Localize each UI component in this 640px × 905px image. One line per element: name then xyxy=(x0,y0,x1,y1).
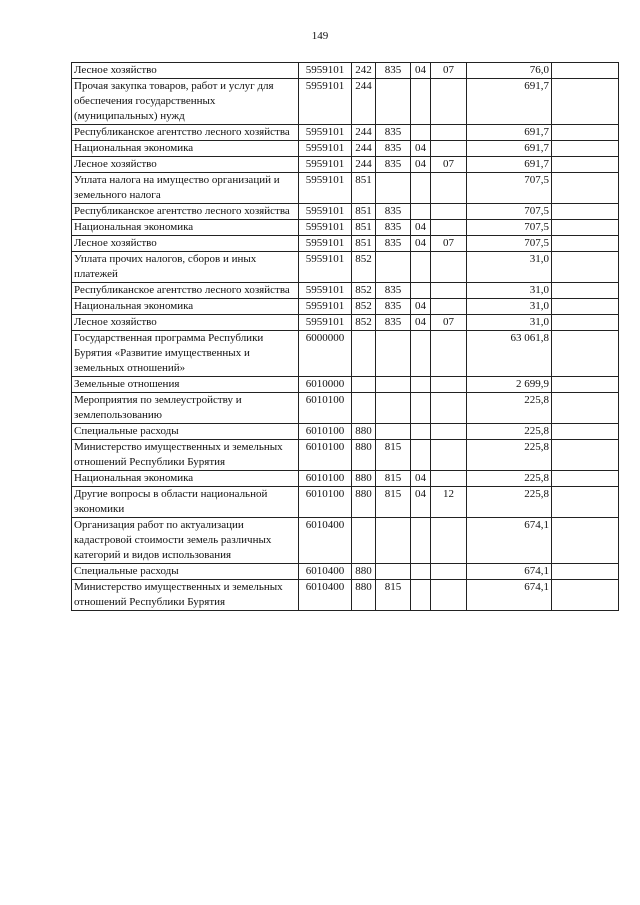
empty-cell xyxy=(552,252,619,283)
empty-cell xyxy=(552,125,619,141)
table-row xyxy=(72,487,619,518)
amount-cell: 225,8 xyxy=(467,424,552,440)
ministry-code-cell: 835 xyxy=(376,141,411,157)
expense-type-cell: 851 xyxy=(352,173,376,204)
amount-cell: 31,0 xyxy=(467,315,552,331)
row-name-cell: Министерство имущественных и земельных отношений Республики Бурятия xyxy=(72,440,299,471)
empty-cell xyxy=(552,424,619,440)
ministry-code-cell xyxy=(376,377,411,393)
empty-cell xyxy=(552,471,619,487)
subsection-cell: 12 xyxy=(431,487,467,518)
section-cell xyxy=(411,580,431,611)
empty-cell xyxy=(552,331,619,377)
section-cell: 04 xyxy=(411,487,431,518)
section-cell: 04 xyxy=(411,471,431,487)
empty-cell xyxy=(552,564,619,580)
amount-cell: 225,8 xyxy=(467,471,552,487)
expense-type-cell: 880 xyxy=(352,424,376,440)
ministry-code-cell xyxy=(376,393,411,424)
amount-cell: 707,5 xyxy=(467,204,552,220)
empty-cell xyxy=(552,518,619,564)
subsection-cell xyxy=(431,424,467,440)
subsection-cell xyxy=(431,377,467,393)
target-code-cell: 6010100 xyxy=(299,393,352,424)
target-code-cell: 5959101 xyxy=(299,315,352,331)
empty-cell xyxy=(552,204,619,220)
target-code-cell: 5959101 xyxy=(299,252,352,283)
target-code-cell: 5959101 xyxy=(299,141,352,157)
row-name-cell: Организация работ по актуализации кадастровой стоимости земель различных категорий и видов использования xyxy=(72,518,299,564)
table-row xyxy=(72,173,619,204)
table-row xyxy=(72,283,619,299)
target-code-cell: 5959101 xyxy=(299,299,352,315)
empty-cell xyxy=(552,487,619,518)
row-name-cell: Прочая закупка товаров, работ и услуг для обеспечения государственных (муниципальных) нужд xyxy=(72,79,299,125)
target-code-cell: 5959101 xyxy=(299,157,352,173)
section-cell: 04 xyxy=(411,141,431,157)
row-name-cell: Уплата прочих налогов, сборов и иных платежей xyxy=(72,252,299,283)
table-row xyxy=(72,424,619,440)
target-code-cell: 6010100 xyxy=(299,424,352,440)
table-row xyxy=(72,315,619,331)
ministry-code-cell xyxy=(376,173,411,204)
row-name-cell: Лесное хозяйство xyxy=(72,315,299,331)
ministry-code-cell xyxy=(376,424,411,440)
subsection-cell xyxy=(431,518,467,564)
section-cell xyxy=(411,564,431,580)
row-name-cell: Специальные расходы xyxy=(72,564,299,580)
table-row xyxy=(72,377,619,393)
target-code-cell: 6010100 xyxy=(299,471,352,487)
expense-type-cell: 851 xyxy=(352,220,376,236)
row-name-cell: Специальные расходы xyxy=(72,424,299,440)
section-cell xyxy=(411,204,431,220)
row-name-cell: Республиканское агентство лесного хозяйства xyxy=(72,283,299,299)
amount-cell: 63 061,8 xyxy=(467,331,552,377)
target-code-cell: 5959101 xyxy=(299,63,352,79)
ministry-code-cell: 835 xyxy=(376,299,411,315)
target-code-cell: 5959101 xyxy=(299,220,352,236)
expense-type-cell: 852 xyxy=(352,299,376,315)
amount-cell: 225,8 xyxy=(467,487,552,518)
amount-cell: 674,1 xyxy=(467,518,552,564)
empty-cell xyxy=(552,173,619,204)
ministry-code-cell: 815 xyxy=(376,487,411,518)
budget-table xyxy=(71,62,619,611)
row-name-cell: Государственная программа Республики Бурятия «Развитие имущественных и земельных отношений» xyxy=(72,331,299,377)
row-name-cell: Министерство имущественных и земельных отношений Республики Бурятия xyxy=(72,580,299,611)
amount-cell: 31,0 xyxy=(467,283,552,299)
target-code-cell: 5959101 xyxy=(299,79,352,125)
expense-type-cell: 880 xyxy=(352,564,376,580)
table-row xyxy=(72,564,619,580)
expense-type-cell: 244 xyxy=(352,125,376,141)
empty-cell xyxy=(552,220,619,236)
target-code-cell: 5959101 xyxy=(299,204,352,220)
subsection-cell xyxy=(431,204,467,220)
ministry-code-cell: 815 xyxy=(376,471,411,487)
row-name-cell: Национальная экономика xyxy=(72,299,299,315)
empty-cell xyxy=(552,141,619,157)
ministry-code-cell xyxy=(376,518,411,564)
expense-type-cell xyxy=(352,393,376,424)
expense-type-cell: 880 xyxy=(352,580,376,611)
amount-cell: 674,1 xyxy=(467,580,552,611)
target-code-cell: 5959101 xyxy=(299,125,352,141)
ministry-code-cell: 835 xyxy=(376,315,411,331)
ministry-code-cell: 835 xyxy=(376,125,411,141)
section-cell: 04 xyxy=(411,220,431,236)
empty-cell xyxy=(552,580,619,611)
ministry-code-cell: 835 xyxy=(376,220,411,236)
subsection-cell: 07 xyxy=(431,157,467,173)
table-row xyxy=(72,393,619,424)
row-name-cell: Национальная экономика xyxy=(72,471,299,487)
row-name-cell: Национальная экономика xyxy=(72,141,299,157)
expense-type-cell: 244 xyxy=(352,79,376,125)
empty-cell xyxy=(552,315,619,331)
expense-type-cell: 242 xyxy=(352,63,376,79)
target-code-cell: 5959101 xyxy=(299,173,352,204)
ministry-code-cell: 835 xyxy=(376,157,411,173)
expense-type-cell: 880 xyxy=(352,471,376,487)
ministry-code-cell: 835 xyxy=(376,204,411,220)
target-code-cell: 5959101 xyxy=(299,236,352,252)
subsection-cell xyxy=(431,125,467,141)
target-code-cell: 6010400 xyxy=(299,518,352,564)
row-name-cell: Лесное хозяйство xyxy=(72,157,299,173)
section-cell: 04 xyxy=(411,299,431,315)
target-code-cell: 6010400 xyxy=(299,580,352,611)
expense-type-cell xyxy=(352,331,376,377)
subsection-cell xyxy=(431,580,467,611)
amount-cell: 707,5 xyxy=(467,236,552,252)
table-row xyxy=(72,63,619,79)
table-row xyxy=(72,299,619,315)
row-name-cell: Лесное хозяйство xyxy=(72,236,299,252)
row-name-cell: Лесное хозяйство xyxy=(72,63,299,79)
ministry-code-cell xyxy=(376,564,411,580)
section-cell xyxy=(411,125,431,141)
subsection-cell xyxy=(431,393,467,424)
subsection-cell xyxy=(431,141,467,157)
subsection-cell xyxy=(431,331,467,377)
amount-cell: 31,0 xyxy=(467,299,552,315)
table-row xyxy=(72,471,619,487)
amount-cell: 225,8 xyxy=(467,440,552,471)
table-row xyxy=(72,125,619,141)
empty-cell xyxy=(552,63,619,79)
ministry-code-cell xyxy=(376,252,411,283)
subsection-cell xyxy=(431,283,467,299)
amount-cell: 707,5 xyxy=(467,220,552,236)
table-row xyxy=(72,580,619,611)
ministry-code-cell: 835 xyxy=(376,63,411,79)
row-name-cell: Национальная экономика xyxy=(72,220,299,236)
expense-type-cell: 244 xyxy=(352,141,376,157)
page-number: 149 xyxy=(311,30,329,42)
expense-type-cell: 852 xyxy=(352,283,376,299)
table-row xyxy=(72,331,619,377)
row-name-cell: Мероприятия по землеустройству и землепользованию xyxy=(72,393,299,424)
amount-cell: 76,0 xyxy=(467,63,552,79)
empty-cell xyxy=(552,79,619,125)
ministry-code-cell xyxy=(376,79,411,125)
subsection-cell xyxy=(431,220,467,236)
table-row xyxy=(72,236,619,252)
row-name-cell: Уплата налога на имущество организаций и земельного налога xyxy=(72,173,299,204)
expense-type-cell: 852 xyxy=(352,315,376,331)
ministry-code-cell: 835 xyxy=(376,283,411,299)
subsection-cell xyxy=(431,299,467,315)
section-cell: 04 xyxy=(411,315,431,331)
subsection-cell: 07 xyxy=(431,63,467,79)
table-row xyxy=(72,440,619,471)
amount-cell: 225,8 xyxy=(467,393,552,424)
target-code-cell: 6010100 xyxy=(299,487,352,518)
subsection-cell xyxy=(431,252,467,283)
empty-cell xyxy=(552,440,619,471)
amount-cell: 2 699,9 xyxy=(467,377,552,393)
table-row xyxy=(72,518,619,564)
section-cell xyxy=(411,283,431,299)
amount-cell: 691,7 xyxy=(467,125,552,141)
target-code-cell: 5959101 xyxy=(299,283,352,299)
expense-type-cell xyxy=(352,377,376,393)
subsection-cell: 07 xyxy=(431,315,467,331)
expense-type-cell: 852 xyxy=(352,252,376,283)
table-row xyxy=(72,204,619,220)
table-row xyxy=(72,157,619,173)
row-name-cell: Другие вопросы в области национальной экономики xyxy=(72,487,299,518)
target-code-cell: 6010400 xyxy=(299,564,352,580)
ministry-code-cell: 815 xyxy=(376,580,411,611)
section-cell xyxy=(411,424,431,440)
empty-cell xyxy=(552,393,619,424)
section-cell xyxy=(411,79,431,125)
row-name-cell: Республиканское агентство лесного хозяйства xyxy=(72,125,299,141)
amount-cell: 31,0 xyxy=(467,252,552,283)
empty-cell xyxy=(552,157,619,173)
section-cell xyxy=(411,173,431,204)
subsection-cell xyxy=(431,564,467,580)
expense-type-cell: 880 xyxy=(352,487,376,518)
ministry-code-cell: 815 xyxy=(376,440,411,471)
subsection-cell xyxy=(431,471,467,487)
table-row xyxy=(72,252,619,283)
amount-cell: 691,7 xyxy=(467,141,552,157)
section-cell xyxy=(411,518,431,564)
table-row xyxy=(72,220,619,236)
amount-cell: 691,7 xyxy=(467,157,552,173)
subsection-cell xyxy=(431,440,467,471)
subsection-cell: 07 xyxy=(431,236,467,252)
amount-cell: 691,7 xyxy=(467,79,552,125)
expense-type-cell: 244 xyxy=(352,157,376,173)
target-code-cell: 6010000 xyxy=(299,377,352,393)
section-cell: 04 xyxy=(411,157,431,173)
section-cell: 04 xyxy=(411,236,431,252)
empty-cell xyxy=(552,236,619,252)
expense-type-cell: 880 xyxy=(352,440,376,471)
section-cell xyxy=(411,331,431,377)
ministry-code-cell: 835 xyxy=(376,236,411,252)
section-cell: 04 xyxy=(411,63,431,79)
section-cell xyxy=(411,252,431,283)
expense-type-cell: 851 xyxy=(352,236,376,252)
section-cell xyxy=(411,377,431,393)
empty-cell xyxy=(552,283,619,299)
expense-type-cell: 851 xyxy=(352,204,376,220)
empty-cell xyxy=(552,377,619,393)
row-name-cell: Республиканское агентство лесного хозяйства xyxy=(72,204,299,220)
target-code-cell: 6010100 xyxy=(299,440,352,471)
section-cell xyxy=(411,393,431,424)
ministry-code-cell xyxy=(376,331,411,377)
row-name-cell: Земельные отношения xyxy=(72,377,299,393)
table-row xyxy=(72,79,619,125)
section-cell xyxy=(411,440,431,471)
subsection-cell xyxy=(431,79,467,125)
empty-cell xyxy=(552,299,619,315)
subsection-cell xyxy=(431,173,467,204)
amount-cell: 707,5 xyxy=(467,173,552,204)
amount-cell: 674,1 xyxy=(467,564,552,580)
target-code-cell: 6000000 xyxy=(299,331,352,377)
table-row xyxy=(72,141,619,157)
expense-type-cell xyxy=(352,518,376,564)
